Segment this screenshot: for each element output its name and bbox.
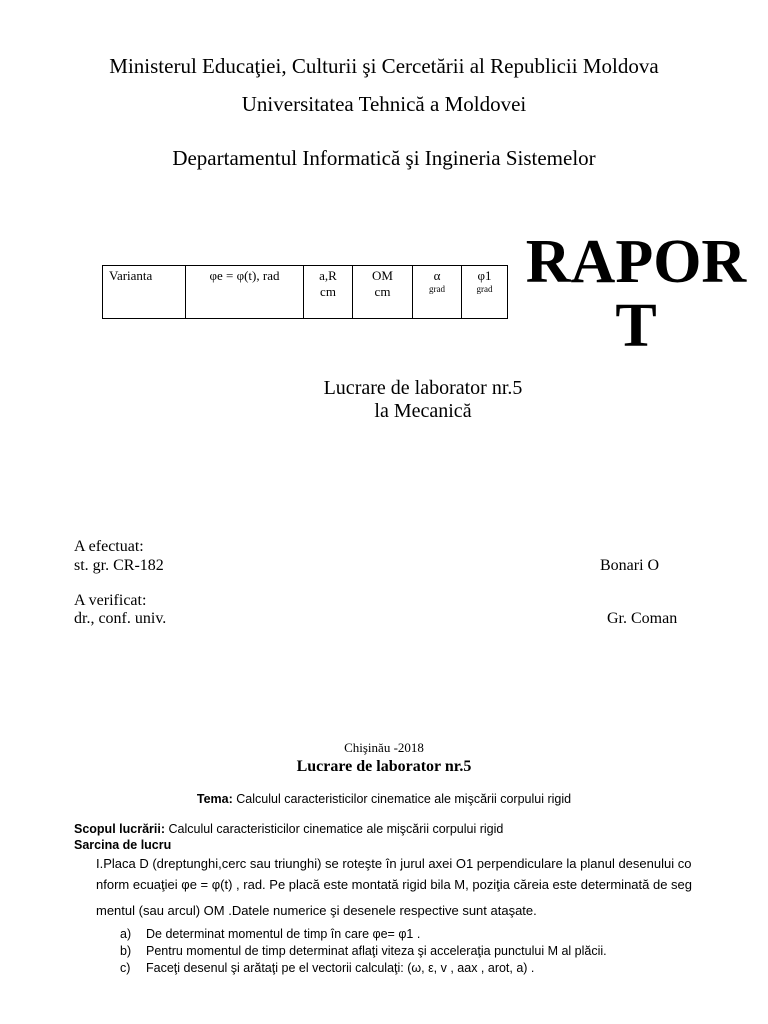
list-item: b) Pentru momentul de timp determinat aflaţi viteza şi acceleraţia punctului M al plăcii. (120, 944, 607, 958)
checked-label: A verificat: (74, 592, 147, 609)
task-line-2: nform ecuaţiei φe = φ(t) , rad. Pe placă este montată rigid bila M, poziţia căreia este determinată de seg (96, 877, 693, 892)
lab-title: Lucrare de laborator nr.5 la Mecanică (323, 377, 523, 422)
report-title (518, 230, 754, 358)
table-cell-alpha: α grad (413, 266, 462, 319)
scope-text: Calculul caracteristicilor cinematice ale mişcării corpului rigid (168, 822, 504, 836)
report-title-line2: T (615, 292, 657, 360)
tema-line (0, 792, 768, 806)
page2-title: Lucrare de laborator nr.5 (296, 758, 472, 775)
list-item: c) Faceţi desenul şi arătaţi pe el vectorii calculaţi: (ω, ε, v , aax , arot, a) . (120, 961, 535, 975)
checked-title: dr., conf. univ. (74, 610, 167, 627)
variant-table (102, 265, 508, 319)
tema-label: Tema: (196, 792, 233, 806)
table-cell-phi1: φ1 grad (462, 266, 508, 319)
done-label: A efectuat: (74, 538, 144, 555)
list-item: a) De determinat momentul de timp în care φe= φ1 . (120, 927, 421, 941)
task-line-1: I.Placa D (dreptunghi,cerc sau triunghi) se roteşte în jurul axei O1 perpendiculare la planul desenului co (96, 856, 692, 871)
table-cell-a-r: a,R cm (304, 266, 353, 319)
done-name: Bonari O (600, 557, 660, 574)
checked-name: Gr. Coman (607, 610, 678, 627)
task-label: Sarcina de lucru (74, 838, 172, 852)
tema-text: Calculul caracteristicilor cinematice ale mişcării corpului rigid (236, 792, 572, 806)
task-items (120, 926, 740, 977)
done-group: st. gr. CR-182 (74, 557, 164, 574)
task-list (120, 926, 740, 977)
scope-line (74, 822, 503, 836)
task-paragraph (96, 853, 756, 921)
scope-label: Scopul lucrării: (74, 822, 165, 836)
ministry-heading: Ministerul Educaţiei, Culturii şi Cercetării al Republicii Moldova (109, 54, 659, 78)
table-cell-variant: Varianta (103, 266, 186, 319)
department-heading: Departamentul Informatică şi Ingineria Sistemelor (172, 146, 596, 170)
task-line-3: mentul (sau arcul) OM .Datele numerice şi desenele respective sunt ataşate. (96, 903, 537, 918)
university-heading: Universitatea Tehnică a Moldovei (241, 92, 527, 116)
table-cell-phi-equation: φe = φ(t), rad (186, 266, 304, 319)
city-year: Chişinău -2018 (344, 740, 424, 755)
table-cell-om: OM cm (353, 266, 413, 319)
report-title-line1: RAPOR (525, 228, 747, 296)
